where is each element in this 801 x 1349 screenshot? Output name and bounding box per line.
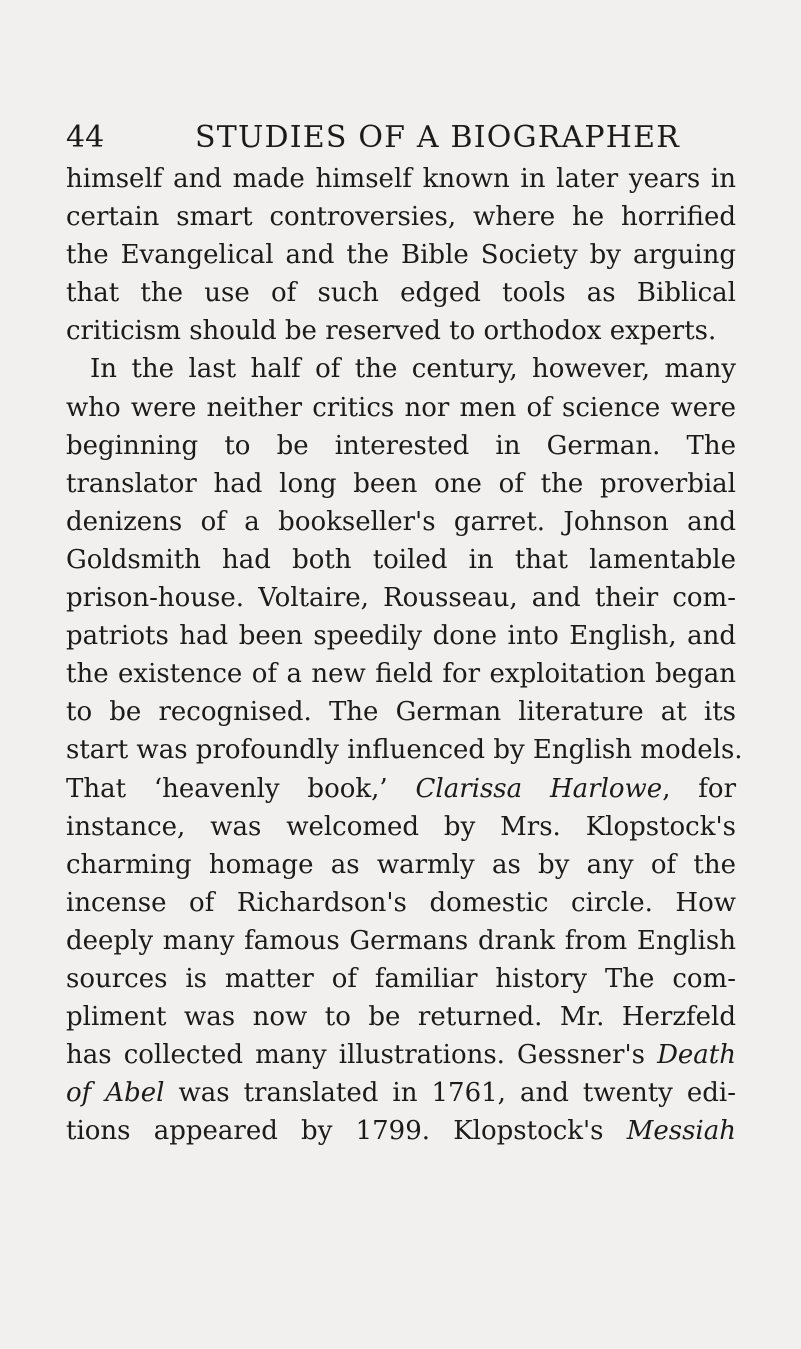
text-line: sources is matter of familiar history The com- (66, 963, 736, 994)
body-text (66, 160, 743, 1150)
text-line (66, 1074, 736, 1112)
running-title: STUDIES OF A BIOGRAPHER (195, 120, 681, 155)
text-line: patriots had been speedily done into English, and (66, 621, 736, 652)
text-run: , for (662, 773, 737, 804)
text-line: criticism should be reserved to orthodox experts. (66, 316, 717, 347)
text-line: himself and made himself known in later years in (66, 164, 736, 194)
text-run: tions appeared by 1799. Klopstock's (66, 1116, 627, 1147)
text-line: who were neither critics nor men of science were (66, 392, 736, 423)
text-line (66, 1112, 736, 1150)
text-line: denizens of a bookseller's garret. Johnson and (66, 506, 736, 537)
text-line: incense of Richardson's domestic circle. How (66, 887, 736, 918)
text-line: charming homage as warmly as by any of the (66, 849, 736, 880)
text-line: Goldsmith had both toiled in that lamentable (66, 544, 736, 575)
text-line (66, 770, 736, 808)
text-line: to be recognised. The German literature at its (66, 697, 736, 728)
text-line (66, 1036, 736, 1074)
book-title-clarissa-harlowe: Clarissa Harlowe (415, 773, 663, 804)
page-number: 44 (66, 120, 105, 155)
text-line: the Evangelical and the Bible Society by arguing (66, 240, 736, 271)
book-title-of-abel: of Abel (66, 1078, 165, 1109)
text-line: beginning to be interested in German. The (66, 430, 736, 461)
text-line: deeply many famous Germans drank from English (66, 925, 736, 956)
text-line: that the use of such edged tools as Biblical (66, 278, 736, 309)
text-run: That ‘heavenly book,’ (66, 773, 416, 804)
text-run: was translated in 1761, and twenty edi- (164, 1078, 736, 1109)
text-line: certain smart controversies, where he horrified (66, 202, 736, 233)
text-run: has collected many illustrations. Gessner's (66, 1040, 658, 1071)
text-line: instance, was welcomed by Mrs. Klopstock's (66, 811, 736, 842)
text-line: prison-house. Voltaire, Rousseau, and their com- (66, 583, 736, 614)
book-title-death: Death (657, 1040, 736, 1071)
page-header (66, 118, 766, 158)
text-line: start was profoundly influenced by English models. (66, 735, 743, 766)
paragraph-start-line: In the last half of the century, however, many (90, 354, 736, 385)
text-line: the existence of a new field for exploitation began (66, 659, 736, 690)
text-line: pliment was now to be returned. Mr. Herzfeld (66, 1002, 736, 1033)
book-title-messiah: Messiah (626, 1116, 736, 1147)
text-line: translator had long been one of the proverbial (66, 468, 736, 499)
